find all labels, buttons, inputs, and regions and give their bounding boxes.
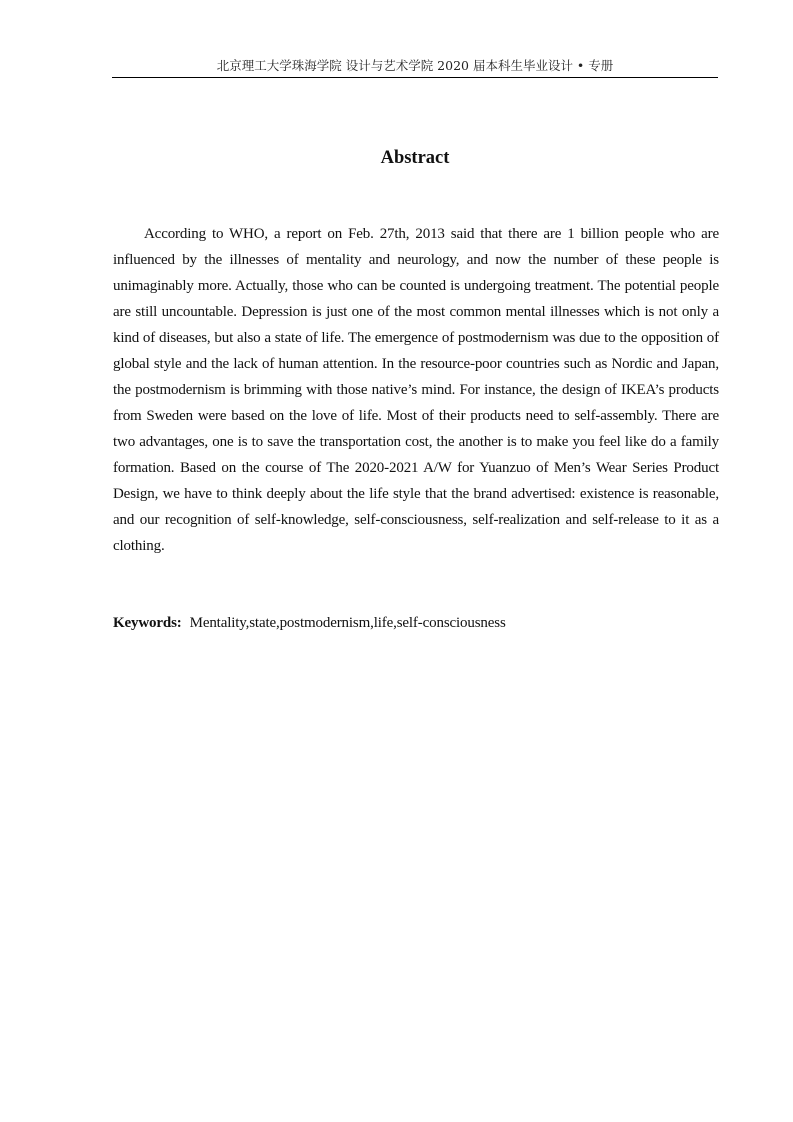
keywords-line (113, 610, 719, 636)
abstract-title: Abstract (380, 148, 450, 168)
keywords-label: Keywords: (113, 615, 182, 631)
keywords-value: Mentality,state,postmodernism,life,self-consciousness (189, 615, 506, 631)
page-header: 北京理工大学珠海学院 设计与艺术学院 2020 届本科生毕业设计 • 专册 (112, 57, 718, 78)
abstract-body: According to WHO, a report on Feb. 27th, 2013 said that there are 1 billion people who are influenced by the illnesses of mentality and neurology, and now the number of these people is unimaginably more. Actually, those who can be counted is undergoing treatment. The potential people are still uncountable. Depression is just one of the most common mental illnesses which is not only a kind of diseases, but also a state of life. The emergence of postmodernism was due to the opposition of global style and the lack of human attention. In the resource-poor countries such as Nordic and Japan, the postmodernism is brimming with those native’s mind. For instance, the design of IKEA’s products from Sweden were based on the love of life. Most of their products need to self-assembly. There are two advantages, one is to save the transportation cost, the another is to make you feel like do a family formation. Based on the course of The 2020-2021 A/W for Yuanzuo of Men’s Wear Series Product Design, we have to think deeply about the life style that the brand advertised: existence is reasonable, and our recognition of self-knowledge, self-consciousness, self-realization and self-release to it as a clothing. (113, 226, 719, 554)
